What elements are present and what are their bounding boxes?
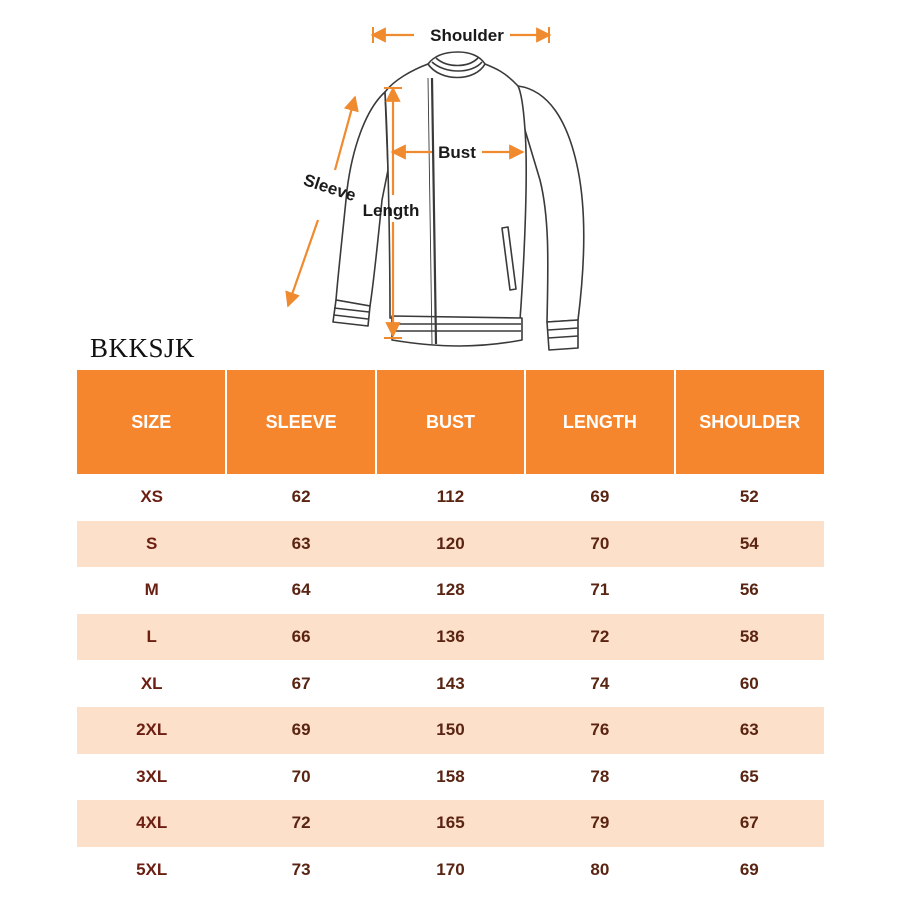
length-cell: 74 xyxy=(525,660,674,707)
header-bust: BUST xyxy=(376,370,525,474)
shoulder-cell: 56 xyxy=(675,567,824,614)
header-size: SIZE xyxy=(77,370,226,474)
bust-cell: 120 xyxy=(376,521,525,568)
shoulder-cell: 60 xyxy=(675,660,824,707)
sleeve-cell: 67 xyxy=(226,660,375,707)
length-cell: 80 xyxy=(525,847,674,894)
sleeve-cell: 73 xyxy=(226,847,375,894)
sleeve-cell: 64 xyxy=(226,567,375,614)
length-cell: 71 xyxy=(525,567,674,614)
sleeve-label: Sleeve xyxy=(301,170,359,206)
header-sleeve: SLEEVE xyxy=(226,370,375,474)
shoulder-label: Shoulder xyxy=(430,26,504,45)
size-cell: XL xyxy=(77,660,226,707)
brand-name: BKKSJK xyxy=(90,333,196,363)
bust-cell: 112 xyxy=(376,474,525,521)
size-cell: 2XL xyxy=(77,707,226,754)
table-row xyxy=(77,474,824,521)
sleeve-cell: 66 xyxy=(226,614,375,661)
shoulder-cell: 65 xyxy=(675,754,824,801)
sleeve-cell: 63 xyxy=(226,521,375,568)
table-row xyxy=(77,521,824,568)
bust-cell: 143 xyxy=(376,660,525,707)
bust-label: Bust xyxy=(438,143,476,162)
bust-cell: 158 xyxy=(376,754,525,801)
bust-cell: 170 xyxy=(376,847,525,894)
table-row xyxy=(77,660,824,707)
table-header-row xyxy=(77,370,824,474)
size-cell: 5XL xyxy=(77,847,226,894)
length-cell: 72 xyxy=(525,614,674,661)
sleeve-cell: 72 xyxy=(226,800,375,847)
header-shoulder: SHOULDER xyxy=(675,370,824,474)
shoulder-cell: 52 xyxy=(675,474,824,521)
table-row xyxy=(77,847,824,894)
length-cell: 79 xyxy=(525,800,674,847)
shoulder-cell: 63 xyxy=(675,707,824,754)
length-cell: 76 xyxy=(525,707,674,754)
shoulder-cell: 67 xyxy=(675,800,824,847)
size-cell: 3XL xyxy=(77,754,226,801)
bust-cell: 165 xyxy=(376,800,525,847)
sleeve-cell: 69 xyxy=(226,707,375,754)
shoulder-measure-arrow xyxy=(372,26,550,45)
table-row xyxy=(77,614,824,661)
size-cell: M xyxy=(77,567,226,614)
table-row xyxy=(77,707,824,754)
header-length: LENGTH xyxy=(525,370,674,474)
length-cell: 78 xyxy=(525,754,674,801)
length-label: Length xyxy=(362,201,420,220)
bust-cell: 128 xyxy=(376,567,525,614)
bust-cell: 150 xyxy=(376,707,525,754)
shoulder-cell: 58 xyxy=(675,614,824,661)
table-row xyxy=(77,754,824,801)
length-cell: 70 xyxy=(525,521,674,568)
shoulder-cell: 69 xyxy=(675,847,824,894)
bust-cell: 136 xyxy=(376,614,525,661)
size-chart-table xyxy=(77,370,824,893)
sleeve-cell: 62 xyxy=(226,474,375,521)
table-row xyxy=(77,567,824,614)
sleeve-cell: 70 xyxy=(226,754,375,801)
table-row xyxy=(77,800,824,847)
jacket-measurement-diagram xyxy=(0,0,900,360)
size-cell: XS xyxy=(77,474,226,521)
shoulder-cell: 54 xyxy=(675,521,824,568)
size-cell: 4XL xyxy=(77,800,226,847)
size-cell: S xyxy=(77,521,226,568)
size-cell: L xyxy=(77,614,226,661)
length-cell: 69 xyxy=(525,474,674,521)
